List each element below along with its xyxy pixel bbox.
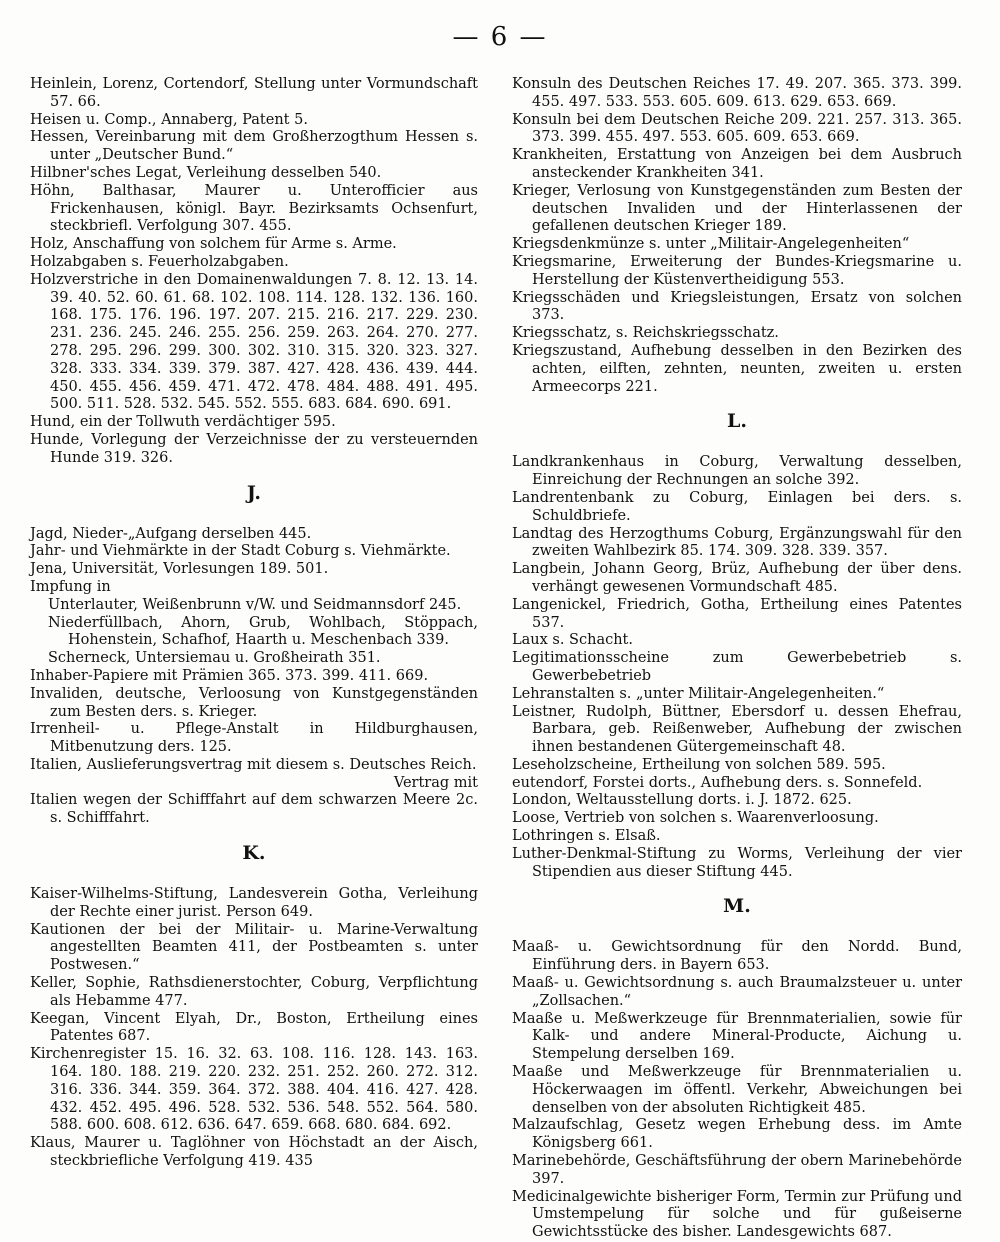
index-entry: Kriegsschatz, s. Reichskriegsschatz. (512, 325, 779, 342)
index-entry: Kaiser-Wilhelms-Stiftung, Landesverein Gotha, Verleihung der Rechte einer jurist. Person 649. (30, 886, 478, 920)
index-entry: Keller, Sophie, Rathsdienerstochter, Coburg, Verpflichtung als Hebamme 477. (30, 975, 478, 1009)
index-entry: Inhaber-Papiere mit Prämien 365. 373. 399. 411. 669. (30, 667, 429, 684)
section-heading-l: L. (727, 410, 747, 433)
right-column (512, 76, 962, 1242)
index-subentry: Scherneck, Untersiemau u. Großheirath 351. (48, 650, 381, 667)
index-entry: Irrenheil- u. Pflege-Anstalt in Hildburghausen, Mitbenutzung ders. 125. (30, 721, 478, 756)
index-entry: Heisen u. Comp., Annaberg, Patent 5. (30, 111, 308, 128)
section-heading-j: J. (246, 481, 262, 504)
index-entry: Kriegsdenkmünze s. unter „Militair-Angelegenheiten“ (512, 236, 910, 253)
index-entry: Konsuln bei dem Deutschen Reiche 209. 221. 257. 313. 365. 373. 399. 455. 497. 553. 605. 609. 653. 669. (512, 111, 962, 146)
index-entry: Konsuln des Deutschen Reiches 17. 49. 207. 365. 373. 399. 455. 497. 533. 553. 605. 609. 613. 629. 653. 669. (512, 76, 962, 110)
index-entry: Krankheiten, Erstattung von Anzeigen bei dem Ausbruch ansteckender Krankheiten 341. (512, 147, 962, 181)
index-entry: London, Weltausstellung dorts. i. J. 1872. 625. (512, 792, 852, 809)
index-subentry: Unterlauter, Weißenbrunn v/W. und Seidmannsdorf 245. (48, 596, 462, 613)
index-entry: Hilbner'sches Legat, Verleihung desselben 540. (30, 164, 382, 181)
index-entry: Langbein, Johann Georg, Brüz, Aufhebung der über dens. verhängt gewesenen Vormundschaft 485. (512, 561, 962, 595)
index-entry: Kautionen der bei der Militair- u. Marine-Verwaltung angestellten Beamten 411, der Postbeamten s. unter Postwesen.“ (30, 921, 478, 974)
index-entry: Hunde, Vorlegung der Verzeichnisse der zu versteuernden Hunde 319. 326. (30, 431, 478, 466)
index-entry: Holzabgaben s. Feuerholzabgaben. (30, 253, 289, 270)
index-entry: Legitimationsscheine zum Gewerbebetrieb s. Gewerbebetrieb (512, 650, 962, 684)
index-entry: Heinlein, Lorenz, Cortendorf, Stellung unter Vormundschaft 57. 66. (30, 76, 478, 110)
index-entry: Luther-Denkmal-Stiftung zu Worms, Verleihung der vier Stipendien aus dieser Stiftung 445. (512, 845, 962, 880)
index-entry: Jahr- und Viehmärkte in der Stadt Coburg s. Viehmärkte. (30, 543, 451, 560)
index-entry: eutendorf, Forstei dorts., Aufhebung ders. s. Sonnefeld. (512, 774, 923, 791)
index-entry: Holz, Anschaffung von solchem für Arme s. Arme. (30, 236, 397, 253)
index-entry: Maaß- u. Gewichtsordnung für den Nordd. Bund, Einführung ders. in Bayern 653. (512, 939, 962, 974)
index-entry: Italien, Auslieferungsvertrag mit diesem s. Deutsches Reich. (30, 756, 477, 773)
index-entry: Maaße und Meßwerkzeuge für Brennmaterialien u. Höckerwaagen im öffentl. Verkehr, Abweichungen bei denselben von der absoluten Richtigkeit 485. (512, 1064, 962, 1116)
index-entry: Keegan, Vincent Elyah, Dr., Boston, Ertheilung eines Patentes 687. (30, 1010, 478, 1045)
index-entry: Marinebehörde, Geschäftsführung der obern Marinebehörde 397. (512, 1153, 962, 1187)
index-entry: Höhn, Balthasar, Maurer u. Unterofficier aus Frickenhausen, königl. Bayr. Bezirksamts Ochsenfurt, steckbriefl. Verfolgung 307. 455. (30, 182, 478, 235)
index-entry: Kriegsmarine, Erweiterung der Bundes-Kriegsmarine u. Herstellung der Küstenvertheidigung 553. (512, 253, 962, 288)
index-entry: Leistner, Rudolph, Büttner, Ebersdorf u. dessen Ehefrau, Barbara, geb. Reißenweber, Aufhebung der zwischen ihnen bestandenen Gütergemeinschaft 48. (512, 703, 962, 756)
index-entry: Loose, Vertrieb von solchen s. Waarenverloosung. (512, 810, 879, 827)
index-entry: Invaliden, deutsche, Verloosung von Kunstgegenständen zum Besten ders. s. Krieger. (30, 685, 478, 720)
index-entry: Kriegsschäden und Kriegsleistungen, Ersatz von solchen 373. (512, 289, 962, 324)
index-entry: Lehranstalten s. „unter Militair-Angelegenheiten.“ (512, 685, 885, 702)
index-entry: Medicinalgewichte bisheriger Form, Termin zur Prüfung und Umstempelung für solche und für gußeiserne Gewichtsstücke des bisher. Landesgewichts 687. (512, 1188, 962, 1241)
index-entry: Hund, ein der Tollwuth verdächtiger 595. (30, 414, 336, 431)
page-number: — 6 — (452, 22, 548, 52)
index-entry: Kriegszustand, Aufhebung desselben in den Bezirken des achten, eilften, zehnten, neunten, zweiten u. ersten Armeecorps 221. (512, 342, 962, 395)
section-heading-m: M. (723, 895, 751, 918)
index-entry: Langenickel, Friedrich, Gotha, Ertheilung eines Patentes 537. (512, 596, 962, 631)
index-entry: Maaße u. Meßwerkzeuge für Brennmaterialien, sowie für Kalk- und andere Mineral-Producte, Aichung u. Stempelung derselben 169. (512, 1010, 962, 1063)
index-entry: Malzaufschlag, Gesetz wegen Erhebung dess. im Amte Königsberg 661. (512, 1117, 962, 1152)
index-entry: Landkrankenhaus in Coburg, Verwaltung desselben, Einreichung der Rechnungen an solche 392. (512, 454, 962, 489)
index-entry: Klaus, Maurer u. Taglöhner von Höchstadt an der Aisch, steckbriefliche Verfolgung 419. 435 (30, 1135, 478, 1170)
left-column (30, 76, 478, 1171)
index-entry: Italien wegen der Schifffahrt auf dem schwarzen Meere 2c. s. Schifffahrt. (30, 792, 478, 827)
index-entry: Jena, Universität, Vorlesungen 189. 501. (30, 561, 329, 578)
index-entry: Laux s. Schacht. (512, 632, 633, 649)
section-heading-k: K. (242, 842, 266, 865)
index-entry-fragment: Vertrag mit (393, 774, 478, 791)
index-entry: Hessen, Vereinbarung mit dem Großherzogthum Hessen s. unter „Deutscher Bund.“ (30, 129, 478, 164)
index-entry: Krieger, Verlosung von Kunstgegenständen zum Besten der deutschen Invaliden und der Hinterlassenen der gefallenen deutschen Krieger 189. (512, 182, 962, 235)
index-entry: Holzverstriche in den Domainenwaldungen 7. 8. 12. 13. 14. 39. 40. 52. 60. 61. 68. 102. 108. 114. 128. 132. 136. 160. 168. 175. 176. 196. 197. 207. 215. 216. 217. 229. 230. 231. 236. 245. 246. 255. 256. 259. 263. 264. 270. 277. 278. 295. 296. 299. 300. 302. 310. 315. 320. 323. 327. 328. 333. 334. 339. 379. 387. 427. 428. 436. 439. 444. 450. 455. 456. 459. 471. 472. 478. 484. 488. 491. 495. 500. 511. 528. 532. 545. 552. 555. 683. 684. 690. 691. (30, 271, 478, 413)
index-entry: Jagd, Nieder-„Aufgang derselben 445. (30, 525, 312, 542)
index-subentry: Niederfüllbach, Ahorn, Grub, Wohlbach, Stöppach, Hohenstein, Schafhof, Haarth u. Meschenbach 339. (48, 614, 478, 649)
index-entry: Lothringen s. Elsaß. (512, 828, 661, 845)
index-entry: Impfung in (30, 578, 111, 595)
index-entry: Maaß- u. Gewichtsordnung s. auch Braumalzsteuer u. unter „Zollsachen.“ (512, 975, 962, 1009)
index-entry: Leseholzscheine, Ertheilung von solchen 589. 595. (512, 756, 886, 773)
index-entry: Kirchenregister 15. 16. 32. 63. 108. 116. 128. 143. 163. 164. 180. 188. 219. 220. 232. 251. 252. 260. 272. 312. 316. 336. 344. 359. 364. 372. 388. 404. 416. 427. 428. 432. 452. 495. 496. 528. 532. 536. 548. 552. 564. 580. 588. 600. 608. 612. 636. 647. 659. 668. 680. 684. 692. (30, 1046, 478, 1134)
index-entry: Landtag des Herzogthums Coburg, Ergänzungswahl für den zweiten Wahlbezirk 85. 174. 309. 328. 339. 357. (512, 525, 962, 560)
index-entry: Landrentenbank zu Coburg, Einlagen bei ders. s. Schuldbriefe. (512, 489, 962, 524)
